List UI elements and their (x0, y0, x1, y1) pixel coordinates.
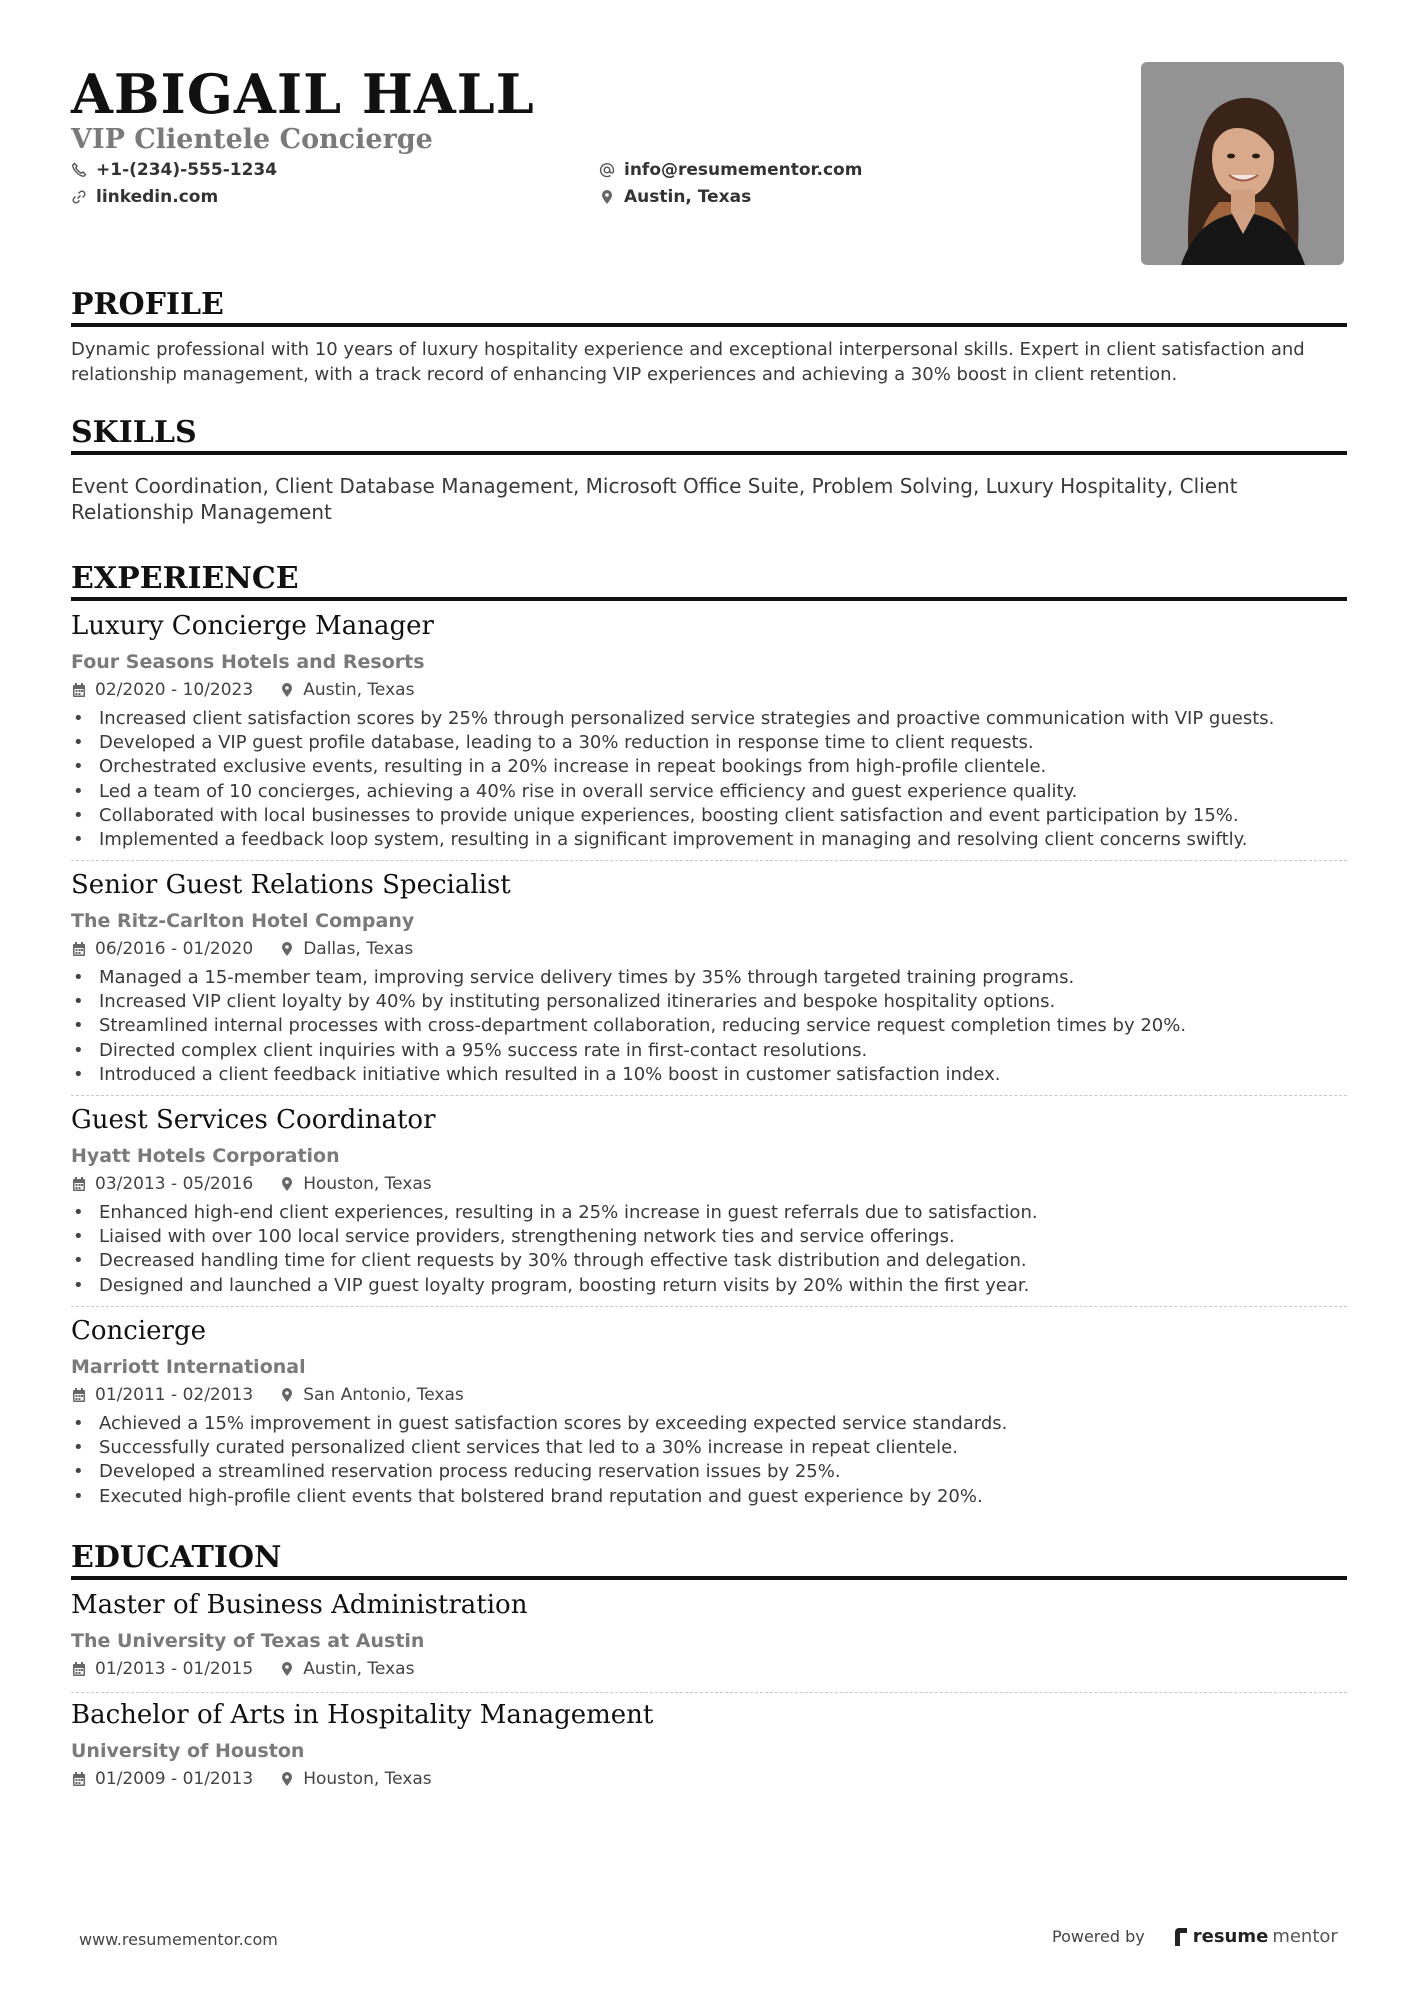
job-location: Houston, Texas (303, 1174, 432, 1194)
job-bullets (71, 1201, 1347, 1306)
bullet-item: • Achieved a 15% improvement in guest satisfaction scores by exceeding expected service standards. (71, 1412, 1347, 1436)
footer-website[interactable]: www.resumementor.com (79, 1930, 278, 1949)
job-meta (71, 938, 1347, 960)
powered-by-label: Powered by (1052, 1927, 1145, 1946)
at-icon (599, 162, 615, 178)
job-meta (71, 679, 1347, 701)
bullet-item: • Designed and launched a VIP guest loyalty program, boosting return visits by 20% within the first year. (71, 1274, 1347, 1298)
contact-phone (71, 158, 277, 182)
brand-name-light: mentor (1272, 1926, 1338, 1947)
experience-heading: EXPERIENCE (71, 562, 1347, 601)
education-dates: 01/2009 - 01/2013 (95, 1769, 254, 1789)
job-title: Luxury Concierge Manager (71, 611, 434, 641)
map-pin-icon (279, 1771, 295, 1787)
contact-location (599, 185, 751, 209)
job-title: Guest Services Coordinator (71, 1105, 436, 1135)
job-dates: 06/2016 - 01/2020 (95, 939, 254, 959)
bullet-item: • Streamlined internal processes with cross-department collaboration, reducing service request completion times by 20%. (71, 1014, 1347, 1038)
job-company: Marriott International (71, 1356, 306, 1378)
skills-list: Event Coordination, Client Database Management, Microsoft Office Suite, Problem Solving, Luxury Hospitality, Client Relationship Management (71, 474, 1238, 524)
candidate-name: ABIGAIL HALL (71, 62, 535, 126)
map-pin-icon (279, 1387, 295, 1403)
location-text: Austin, Texas (624, 187, 752, 207)
bullet-item: • Implemented a feedback loop system, resulting in a significant improvement in managing and resolving client concerns swiftly. (71, 828, 1347, 852)
school-name: The University of Texas at Austin (71, 1630, 425, 1652)
job-meta (71, 1173, 1347, 1195)
brand-logo[interactable] (1173, 1926, 1338, 1947)
bullet-item: • Directed complex client inquiries with a 95% success rate in first-contact resolutions. (71, 1039, 1347, 1063)
job-meta (71, 1384, 1347, 1406)
portrait-image (1141, 62, 1344, 265)
map-pin-icon (279, 1661, 295, 1677)
school-name: University of Houston (71, 1740, 305, 1762)
skills-heading: SKILLS (71, 416, 1347, 455)
map-pin-icon (599, 189, 615, 205)
bullet-item: • Liaised with over 100 local service providers, strengthening network ties and service offerings. (71, 1225, 1347, 1249)
map-pin-icon (279, 1176, 295, 1192)
contact-email[interactable] (599, 158, 862, 182)
phone-icon (71, 162, 87, 178)
degree-title: Master of Business Administration (71, 1590, 528, 1620)
bullet-item: • Developed a streamlined reservation process reducing reservation issues by 25%. (71, 1460, 1347, 1484)
job-location: Austin, Texas (303, 680, 415, 700)
calendar-icon (71, 1661, 87, 1677)
bullet-item: • Enhanced high-end client experiences, resulting in a 25% increase in guest referrals due to satisfaction. (71, 1201, 1347, 1225)
contact-linkedin[interactable] (71, 185, 218, 209)
education-meta (71, 1768, 1347, 1790)
bullet-item: • Collaborated with local businesses to provide unique experiences, boosting client satisfaction and event participation by 15%. (71, 804, 1347, 828)
education-entry (71, 1698, 1347, 1796)
job-bullets (71, 1412, 1347, 1517)
link-icon (71, 189, 87, 205)
education-location: Austin, Texas (303, 1659, 415, 1679)
linkedin-text: linkedin.com (96, 187, 219, 207)
job-dates: 01/2011 - 02/2013 (95, 1385, 254, 1405)
calendar-icon (71, 941, 87, 957)
job-location: Dallas, Texas (303, 939, 414, 959)
brand-mark-icon (1173, 1927, 1189, 1947)
email-text: info@resumementor.com (624, 160, 863, 180)
job-company: Four Seasons Hotels and Resorts (71, 651, 425, 673)
education-location: Houston, Texas (303, 1769, 432, 1789)
job-title: Concierge (71, 1316, 207, 1346)
bullet-item: • Introduced a client feedback initiative which resulted in a 10% boost in customer satisfaction index. (71, 1063, 1347, 1087)
job-title: Senior Guest Relations Specialist (71, 870, 511, 900)
candidate-title: VIP Clientele Concierge (71, 124, 433, 155)
phone-text: +1-(234)-555-1234 (96, 160, 278, 180)
job-dates: 02/2020 - 10/2023 (95, 680, 254, 700)
job-bullets (71, 707, 1347, 860)
profile-summary: Dynamic professional with 10 years of luxury hospitality experience and exceptional interpersonal skills. Expert in client satisfaction and relationship management, with a track record of enhancing VIP experiences and achieving a 30% boost in client retention. (71, 339, 1305, 385)
job-entry (71, 1314, 1347, 1517)
bullet-item: • Developed a VIP guest profile database, leading to a 30% reduction in response time to client requests. (71, 731, 1347, 755)
brand-name-bold: resume (1192, 1926, 1269, 1947)
education-dates: 01/2013 - 01/2015 (95, 1659, 254, 1679)
bullet-item: • Orchestrated exclusive events, resulting in a 20% increase in repeat bookings from high-profile clientele. (71, 755, 1347, 779)
map-pin-icon (279, 682, 295, 698)
calendar-icon (71, 1387, 87, 1403)
bullet-item: • Increased VIP client loyalty by 40% by instituting personalized itineraries and bespoke hospitality options. (71, 990, 1347, 1014)
job-dates: 03/2013 - 05/2016 (95, 1174, 254, 1194)
calendar-icon (71, 1771, 87, 1787)
bullet-item: • Increased client satisfaction scores by 25% through personalized service strategies and proactive communication with VIP guests. (71, 707, 1347, 731)
job-location: San Antonio, Texas (303, 1385, 464, 1405)
profile-photo (1141, 62, 1344, 265)
bullet-item: • Decreased handling time for client requests by 30% through effective task distribution and delegation. (71, 1249, 1347, 1273)
map-pin-icon (279, 941, 295, 957)
education-entry (71, 1588, 1347, 1693)
bullet-item: • Managed a 15-member team, improving service delivery times by 35% through targeted training programs. (71, 966, 1347, 990)
bullet-item: • Executed high-profile client events that bolstered brand reputation and guest experience by 20%. (71, 1485, 1347, 1509)
education-heading: EDUCATION (71, 1541, 1347, 1580)
job-company: The Ritz-Carlton Hotel Company (71, 910, 415, 932)
degree-title: Bachelor of Arts in Hospitality Management (71, 1700, 654, 1730)
job-company: Hyatt Hotels Corporation (71, 1145, 340, 1167)
calendar-icon (71, 682, 87, 698)
job-entry (71, 609, 1347, 861)
profile-heading: PROFILE (71, 288, 1347, 327)
job-entry (71, 868, 1347, 1096)
calendar-icon (71, 1176, 87, 1192)
footer-branding (1052, 1926, 1338, 1947)
job-bullets (71, 966, 1347, 1095)
job-entry (71, 1103, 1347, 1307)
bullet-item: • Successfully curated personalized client services that led to a 30% increase in repeat clientele. (71, 1436, 1347, 1460)
education-meta (71, 1658, 1347, 1680)
bullet-item: • Led a team of 10 concierges, achieving a 40% rise in overall service efficiency and guest experience quality. (71, 780, 1347, 804)
